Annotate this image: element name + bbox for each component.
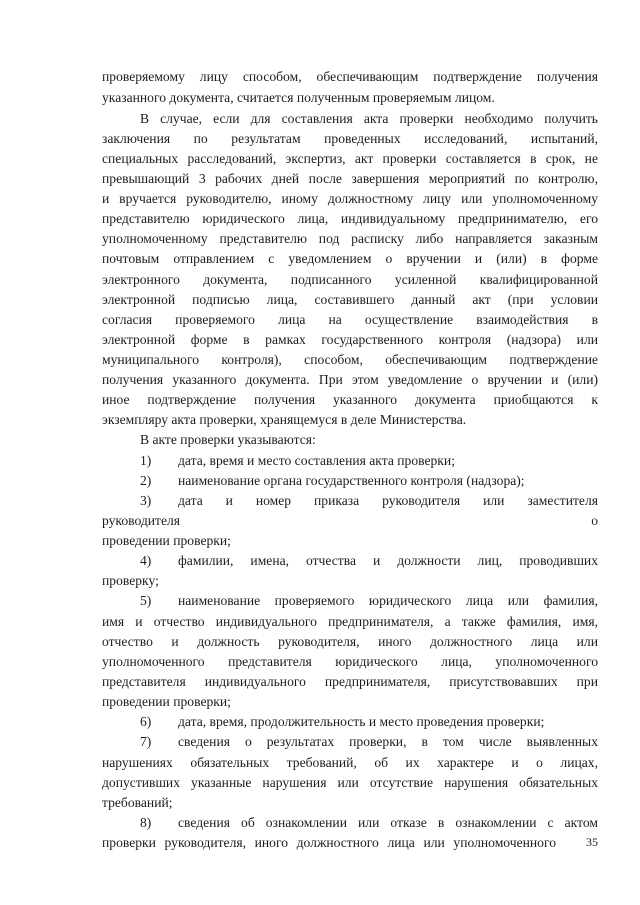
text-line: имя и отчество индивидуального предпринимателя, а также фамилия, имя,: [102, 614, 598, 629]
list-number: 5): [140, 593, 152, 608]
text-line: руководителя: [102, 513, 181, 528]
text-line: превышающий 3 рабочих дней после завершения мероприятий по контролю,: [102, 171, 598, 186]
text-line: экземпляру акта проверки, хранящемуся в деле Министерства.: [102, 412, 467, 427]
text-line: проверку;: [102, 573, 159, 588]
text-line: заключения по результатам проведенных исследований, испытаний,: [102, 131, 598, 146]
text-line: электронной форме в рамках государственного контроля (надзора) или: [102, 332, 598, 347]
page-number: 35: [586, 835, 598, 849]
list-number: 4): [140, 553, 152, 568]
text-line: уполномоченному представителю под расписку либо направляется заказным: [102, 231, 598, 246]
list-number: 8): [140, 815, 152, 830]
text-line: получения указанного документа. При этом уведомление о вручении и (или): [102, 372, 598, 387]
text-line: отчество и должность руководителя, иного должностного лица или: [102, 634, 598, 649]
list-item-text: дата, время и место составления акта проверки;: [178, 453, 455, 468]
text-line: В случае, если для составления акта проверки необходимо получить: [140, 111, 598, 126]
list-item-text: сведения об ознакомлении или отказе в ознакомлении с актом: [178, 815, 598, 830]
text-line: согласия проверяемого лица на осуществление взаимодействия в: [102, 312, 598, 327]
text-line: проведении проверки;: [102, 694, 231, 709]
list-number: 6): [140, 714, 152, 729]
list-item-text: сведения о результатах проверки, в том числе выявленных: [178, 734, 598, 749]
list-item-text: фамилии, имена, отчества и должности лиц, проводивших: [178, 553, 598, 568]
text-line: указанного документа, считается полученным проверяемым лицом.: [102, 90, 495, 105]
text-line: о: [591, 513, 598, 528]
text-line: и вручается руководителю, иному должностному лицу или уполномоченному: [102, 191, 598, 206]
list-number: 1): [140, 453, 152, 468]
text-line: иное подтверждение получения указанного документа приобщаются к: [102, 392, 598, 407]
list-item-text: наименование органа государственного контроля (надзора);: [178, 473, 525, 488]
list-number: 7): [140, 734, 152, 749]
text-line: почтовым отправлением с уведомлением о вручении и (или) в форме: [102, 251, 598, 266]
text-line: проверки руководителя, иного должностного лица или уполномоченного: [102, 835, 556, 850]
text-line: уполномоченного представителя юридического лица, уполномоченного: [102, 654, 598, 669]
text-line: электронного документа, подписанного усиленной квалифицированной: [102, 272, 598, 287]
list-item-text: дата, время, продолжительность и место проведения проверки;: [178, 714, 545, 729]
list-item-text: дата и номер приказа руководителя или заместителя: [178, 493, 598, 508]
list-number: 2): [140, 473, 152, 488]
text-line: представителю юридического лица, индивидуальному предпринимателю, его: [102, 211, 598, 226]
text-line: электронной подписью лица, составившего данный акт (при условии: [102, 292, 598, 307]
text-line: проверяемому лицу способом, обеспечивающим подтверждение получения: [102, 69, 598, 84]
text-line: В акте проверки указываются:: [140, 432, 316, 447]
text-line: допустивших указанные нарушения или отсутствие нарушения обязательных: [102, 775, 598, 790]
text-line: специальных расследований, экспертиз, акт проверки составляется в срок, не: [102, 151, 598, 166]
text-line: проведении проверки;: [102, 533, 231, 548]
text-line: требований;: [102, 795, 173, 810]
list-number: 3): [140, 493, 152, 508]
text-line: представителя индивидуального предпринимателя, присутствовавших при: [102, 674, 598, 689]
text-line: муниципального контроля), способом, обеспечивающим подтверждение: [102, 352, 598, 367]
text-line: нарушениях обязательных требований, об их характере и о лицах,: [102, 755, 598, 770]
list-item-text: наименование проверяемого юридического лица или фамилия,: [178, 593, 598, 608]
